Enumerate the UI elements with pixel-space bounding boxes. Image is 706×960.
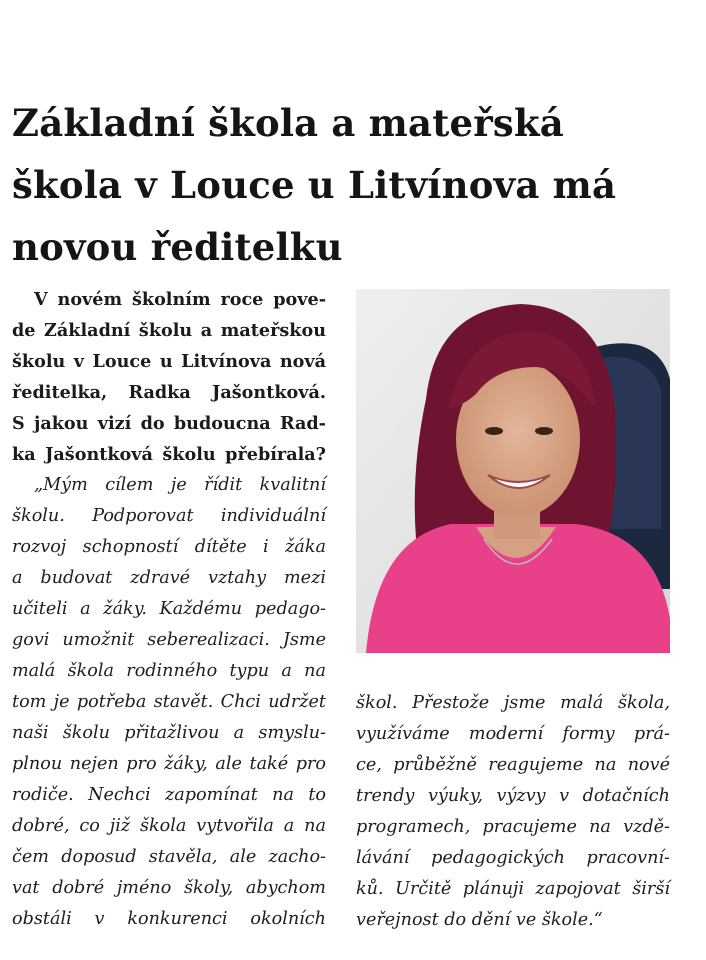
lead-line: ka Jašontková školu přebírala?: [12, 444, 326, 465]
quote-line: a budovat zdravé vztahy mezi: [12, 568, 326, 588]
portrait-illustration: [356, 289, 670, 653]
quote-line: malá škola rodinného typu a na: [12, 661, 326, 681]
headline-line: škola v Louce u Litvínova má: [12, 163, 617, 207]
lead-line: S jakou vizí do budoucna Rad-: [12, 413, 326, 434]
quote-line: rodiče. Nechci zapomínat na to: [12, 785, 326, 805]
quote-line: obstáli v konkurenci okolních: [12, 909, 326, 929]
interview-quote-start: [12, 470, 326, 935]
article-lead: [12, 284, 326, 470]
quote-line: ků. Určitě plánuji zapojovat širší: [356, 879, 670, 899]
quote-line: govi umožnit seberealizaci. Jsme: [12, 630, 326, 650]
headline-line: novou ředitelku: [12, 225, 343, 269]
quote-line: vat dobré jméno školy, abychom: [12, 878, 326, 898]
quote-line: lávání pedagogických pracovní-: [356, 848, 670, 868]
portrait-photo: [356, 289, 670, 653]
quote-line: školu. Podporovat individuální: [12, 506, 326, 526]
lead-line: školu v Louce u Litvínova nová: [12, 351, 326, 372]
quote-line: tom je potřeba stavět. Chci udržet: [12, 692, 326, 712]
headline-line: Základní škola a mateřská: [12, 101, 564, 145]
quote-line: veřejnost do dění ve škole.“: [356, 910, 603, 930]
quote-line: využíváme moderní formy prá-: [356, 724, 670, 744]
lead-line: V novém školním roce pove-: [34, 289, 326, 310]
quote-line: ce, průběžně reagujeme na nové: [356, 755, 670, 775]
quote-line: čem doposud stavěla, ale zacho-: [12, 847, 326, 867]
quote-line: škol. Přestože jsme malá škola,: [356, 693, 670, 713]
article-column-left: [12, 284, 326, 935]
quote-line: plnou nejen pro žáky, ale také pro: [12, 754, 326, 774]
lead-line: ředitelka, Radka Jašontková.: [12, 382, 326, 403]
quote-line: dobré, co již škola vytvořila a na: [12, 816, 326, 836]
article-headline: [12, 92, 692, 278]
quote-line: učiteli a žáky. Každému pedago-: [12, 599, 326, 619]
quote-line: rozvoj schopností dítěte i žáka: [12, 537, 326, 557]
quote-line: programech, pracujeme na vzdě-: [356, 817, 670, 837]
article-column-right: [356, 688, 670, 936]
quote-line: „Mým cílem je řídit kvalitní: [34, 475, 326, 495]
quote-line: trendy výuky, výzvy v dotačních: [356, 786, 670, 806]
quote-line: naši školu přitažlivou a smyslu-: [12, 723, 326, 743]
lead-line: de Základní školu a mateřskou: [12, 320, 326, 341]
